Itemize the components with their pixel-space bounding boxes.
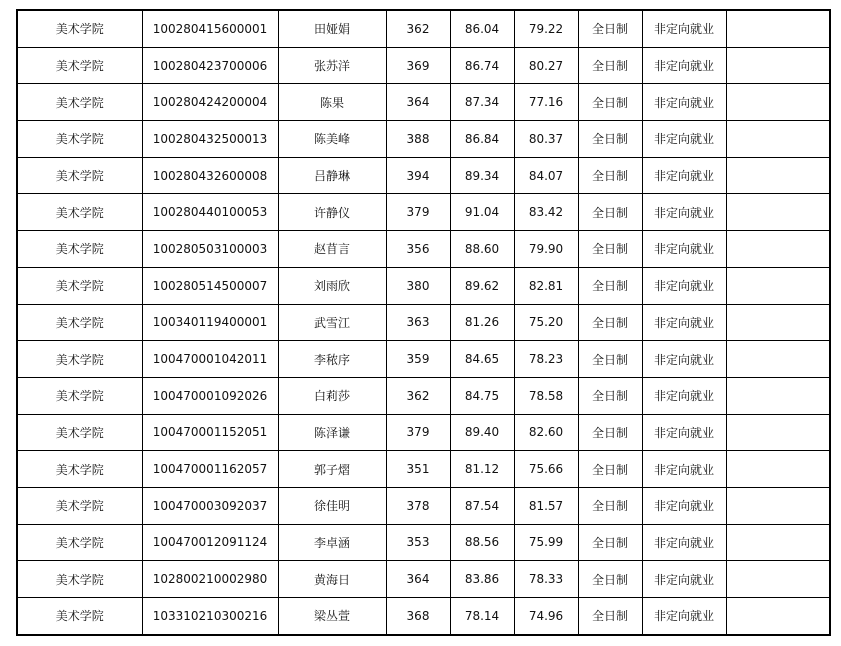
name-cell: 陈美峰 (278, 121, 386, 158)
study-mode-cell: 全日制 (578, 524, 642, 561)
candidate-number-cell: 100280440100053 (142, 194, 278, 231)
study-mode-cell: 全日制 (578, 451, 642, 488)
total-score-cell: 82.60 (514, 414, 578, 451)
total-score-cell: 75.20 (514, 304, 578, 341)
name-cell: 陈泽谦 (278, 414, 386, 451)
total-score-cell: 78.23 (514, 341, 578, 378)
study-mode-cell: 全日制 (578, 157, 642, 194)
candidate-number-cell: 100280432600008 (142, 157, 278, 194)
college-cell: 美术学院 (17, 487, 142, 524)
preliminary-score-cell: 362 (386, 10, 450, 47)
name-cell: 郭子熠 (278, 451, 386, 488)
study-mode-cell: 全日制 (578, 267, 642, 304)
preliminary-score-cell: 359 (386, 341, 450, 378)
total-score-cell: 79.90 (514, 231, 578, 268)
candidate-number-cell: 100280432500013 (142, 121, 278, 158)
remarks-cell (726, 84, 830, 121)
total-score-cell: 75.99 (514, 524, 578, 561)
candidate-number-cell: 103310210300216 (142, 598, 278, 635)
preliminary-score-cell: 362 (386, 377, 450, 414)
remarks-cell (726, 524, 830, 561)
college-cell: 美术学院 (17, 598, 142, 635)
table-row (17, 561, 830, 598)
table-row (17, 598, 830, 635)
candidate-number-cell: 100470001162057 (142, 451, 278, 488)
retest-score-cell: 84.75 (450, 377, 514, 414)
total-score-cell: 75.66 (514, 451, 578, 488)
preliminary-score-cell: 363 (386, 304, 450, 341)
table-row (17, 157, 830, 194)
study-mode-cell: 全日制 (578, 598, 642, 635)
total-score-cell: 80.27 (514, 47, 578, 84)
candidate-number-cell: 102800210002980 (142, 561, 278, 598)
employment-type-cell: 非定向就业 (642, 561, 726, 598)
employment-type-cell: 非定向就业 (642, 451, 726, 488)
candidate-number-cell: 100340119400001 (142, 304, 278, 341)
study-mode-cell: 全日制 (578, 194, 642, 231)
name-cell: 李秾序 (278, 341, 386, 378)
total-score-cell: 84.07 (514, 157, 578, 194)
preliminary-score-cell: 394 (386, 157, 450, 194)
remarks-cell (726, 157, 830, 194)
name-cell: 李卓涵 (278, 524, 386, 561)
college-cell: 美术学院 (17, 84, 142, 121)
retest-score-cell: 87.34 (450, 84, 514, 121)
retest-score-cell: 81.26 (450, 304, 514, 341)
study-mode-cell: 全日制 (578, 231, 642, 268)
college-cell: 美术学院 (17, 157, 142, 194)
retest-score-cell: 78.14 (450, 598, 514, 635)
college-cell: 美术学院 (17, 561, 142, 598)
candidate-number-cell: 100470012091124 (142, 524, 278, 561)
college-cell: 美术学院 (17, 194, 142, 231)
candidate-number-cell: 100470001152051 (142, 414, 278, 451)
name-cell: 武雪江 (278, 304, 386, 341)
college-cell: 美术学院 (17, 414, 142, 451)
college-cell: 美术学院 (17, 231, 142, 268)
candidate-number-cell: 100280514500007 (142, 267, 278, 304)
employment-type-cell: 非定向就业 (642, 84, 726, 121)
table-row (17, 341, 830, 378)
name-cell: 陈果 (278, 84, 386, 121)
remarks-cell (726, 561, 830, 598)
table-row (17, 194, 830, 231)
remarks-cell (726, 487, 830, 524)
name-cell: 白莉莎 (278, 377, 386, 414)
employment-type-cell: 非定向就业 (642, 47, 726, 84)
candidate-number-cell: 100470001092026 (142, 377, 278, 414)
study-mode-cell: 全日制 (578, 561, 642, 598)
employment-type-cell: 非定向就业 (642, 231, 726, 268)
remarks-cell (726, 451, 830, 488)
college-cell: 美术学院 (17, 341, 142, 378)
study-mode-cell: 全日制 (578, 47, 642, 84)
total-score-cell: 77.16 (514, 84, 578, 121)
employment-type-cell: 非定向就业 (642, 377, 726, 414)
college-cell: 美术学院 (17, 451, 142, 488)
employment-type-cell: 非定向就业 (642, 194, 726, 231)
remarks-cell (726, 10, 830, 47)
table-row (17, 304, 830, 341)
remarks-cell (726, 414, 830, 451)
employment-type-cell: 非定向就业 (642, 414, 726, 451)
preliminary-score-cell: 380 (386, 267, 450, 304)
name-cell: 黄海日 (278, 561, 386, 598)
employment-type-cell: 非定向就业 (642, 157, 726, 194)
candidate-number-cell: 100470001042011 (142, 341, 278, 378)
preliminary-score-cell: 379 (386, 414, 450, 451)
employment-type-cell: 非定向就业 (642, 121, 726, 158)
name-cell: 梁丛萱 (278, 598, 386, 635)
table-row (17, 84, 830, 121)
retest-score-cell: 87.54 (450, 487, 514, 524)
college-cell: 美术学院 (17, 304, 142, 341)
total-score-cell: 78.58 (514, 377, 578, 414)
study-mode-cell: 全日制 (578, 84, 642, 121)
study-mode-cell: 全日制 (578, 341, 642, 378)
preliminary-score-cell: 353 (386, 524, 450, 561)
preliminary-score-cell: 356 (386, 231, 450, 268)
study-mode-cell: 全日制 (578, 10, 642, 47)
preliminary-score-cell: 369 (386, 47, 450, 84)
retest-score-cell: 81.12 (450, 451, 514, 488)
preliminary-score-cell: 388 (386, 121, 450, 158)
college-cell: 美术学院 (17, 267, 142, 304)
remarks-cell (726, 47, 830, 84)
table-row (17, 267, 830, 304)
retest-score-cell: 86.74 (450, 47, 514, 84)
remarks-cell (726, 304, 830, 341)
total-score-cell: 79.22 (514, 10, 578, 47)
college-cell: 美术学院 (17, 377, 142, 414)
total-score-cell: 82.81 (514, 267, 578, 304)
candidate-number-cell: 100470003092037 (142, 487, 278, 524)
name-cell: 徐佳明 (278, 487, 386, 524)
study-mode-cell: 全日制 (578, 121, 642, 158)
table-row (17, 487, 830, 524)
total-score-cell: 81.57 (514, 487, 578, 524)
retest-score-cell: 83.86 (450, 561, 514, 598)
admission-list-table (16, 9, 831, 636)
table-row (17, 231, 830, 268)
study-mode-cell: 全日制 (578, 377, 642, 414)
table-body (17, 10, 830, 635)
retest-score-cell: 84.65 (450, 341, 514, 378)
table-row (17, 121, 830, 158)
candidate-number-cell: 100280415600001 (142, 10, 278, 47)
total-score-cell: 80.37 (514, 121, 578, 158)
table-row (17, 47, 830, 84)
total-score-cell: 78.33 (514, 561, 578, 598)
retest-score-cell: 91.04 (450, 194, 514, 231)
retest-score-cell: 89.62 (450, 267, 514, 304)
name-cell: 赵苜言 (278, 231, 386, 268)
employment-type-cell: 非定向就业 (642, 10, 726, 47)
study-mode-cell: 全日制 (578, 414, 642, 451)
study-mode-cell: 全日制 (578, 304, 642, 341)
remarks-cell (726, 341, 830, 378)
table-row (17, 451, 830, 488)
employment-type-cell: 非定向就业 (642, 487, 726, 524)
admission-list-table-wrapper (16, 9, 829, 636)
total-score-cell: 83.42 (514, 194, 578, 231)
retest-score-cell: 89.40 (450, 414, 514, 451)
preliminary-score-cell: 368 (386, 598, 450, 635)
name-cell: 许静仪 (278, 194, 386, 231)
preliminary-score-cell: 364 (386, 84, 450, 121)
employment-type-cell: 非定向就业 (642, 598, 726, 635)
name-cell: 田娅娟 (278, 10, 386, 47)
employment-type-cell: 非定向就业 (642, 267, 726, 304)
preliminary-score-cell: 379 (386, 194, 450, 231)
preliminary-score-cell: 378 (386, 487, 450, 524)
remarks-cell (726, 598, 830, 635)
table-row (17, 524, 830, 561)
retest-score-cell: 86.04 (450, 10, 514, 47)
preliminary-score-cell: 364 (386, 561, 450, 598)
name-cell: 刘雨欣 (278, 267, 386, 304)
name-cell: 张苏洋 (278, 47, 386, 84)
table-row (17, 377, 830, 414)
remarks-cell (726, 267, 830, 304)
candidate-number-cell: 100280503100003 (142, 231, 278, 268)
remarks-cell (726, 194, 830, 231)
college-cell: 美术学院 (17, 10, 142, 47)
preliminary-score-cell: 351 (386, 451, 450, 488)
employment-type-cell: 非定向就业 (642, 524, 726, 561)
candidate-number-cell: 100280424200004 (142, 84, 278, 121)
employment-type-cell: 非定向就业 (642, 304, 726, 341)
remarks-cell (726, 377, 830, 414)
retest-score-cell: 89.34 (450, 157, 514, 194)
employment-type-cell: 非定向就业 (642, 341, 726, 378)
retest-score-cell: 88.56 (450, 524, 514, 561)
name-cell: 吕静琳 (278, 157, 386, 194)
study-mode-cell: 全日制 (578, 487, 642, 524)
college-cell: 美术学院 (17, 47, 142, 84)
retest-score-cell: 88.60 (450, 231, 514, 268)
table-row (17, 414, 830, 451)
college-cell: 美术学院 (17, 524, 142, 561)
remarks-cell (726, 231, 830, 268)
remarks-cell (726, 121, 830, 158)
table-row (17, 10, 830, 47)
college-cell: 美术学院 (17, 121, 142, 158)
candidate-number-cell: 100280423700006 (142, 47, 278, 84)
total-score-cell: 74.96 (514, 598, 578, 635)
retest-score-cell: 86.84 (450, 121, 514, 158)
